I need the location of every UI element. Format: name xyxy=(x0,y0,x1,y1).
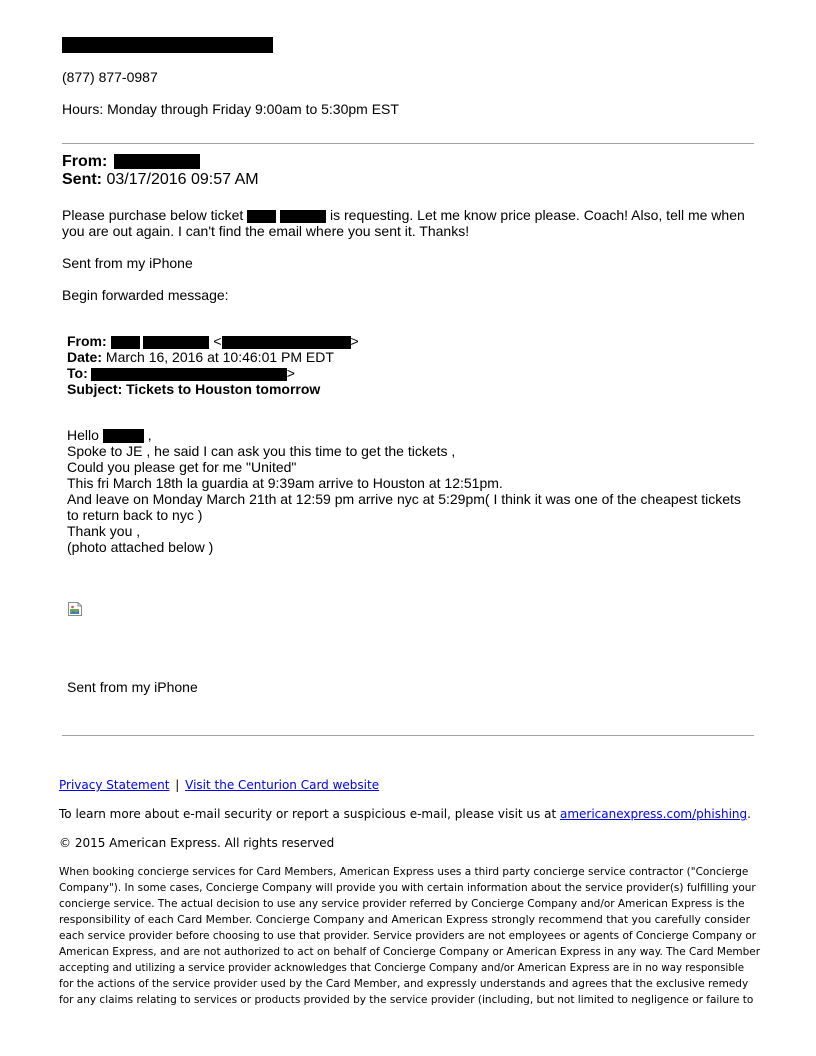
body-line: And leave on Monday March 21th at 12:59 pm arrive nyc at 5:29pm( I think it was one of the cheapest tickets xyxy=(67,491,741,507)
phishing-link[interactable]: americanexpress.com/phishing xyxy=(559,807,748,821)
body-line: Could you please get for me "United" xyxy=(67,459,297,475)
disclaimer-line: responsibility of each Card Member. Concierge Company and American Express strongly recommend that you carefully consider xyxy=(59,913,751,926)
security-text-line xyxy=(59,806,751,822)
body-line: This fri March 18th la guardia at 9:39am arrive to Houston at 12:51pm. xyxy=(67,475,503,491)
sent-value: 03/17/2016 09:57 AM xyxy=(106,171,259,188)
sent-label: Sent: xyxy=(62,171,102,188)
lt-symbol: < xyxy=(213,333,222,349)
body-text: is requesting. Let me know price please. Coach! Also, tell me when xyxy=(330,207,745,223)
disclaimer-line: American Express, and are not authorized to act on behalf of Concierge Company or American Express in any way. The Card Member xyxy=(59,946,761,958)
period: . xyxy=(747,807,751,821)
date-value: March 16, 2016 at 10:46:01 PM EDT xyxy=(105,349,334,365)
broken-image-icon[interactable] xyxy=(67,601,83,617)
disclaimer-line: for any claims relating to services or products provided by the service provider (including, but not limited to negligence or failure to xyxy=(59,994,754,1006)
link-separator: | xyxy=(175,778,180,792)
fwd-from-line xyxy=(67,333,359,349)
fwd-date-line xyxy=(67,349,334,365)
disclaimer-line: When booking concierge services for Card Members, American Express uses a third party concierge service contractor ("Concierge xyxy=(59,866,749,878)
forward-intro: Begin forwarded message: xyxy=(62,287,229,303)
body-line: to return back to nyc ) xyxy=(67,507,203,523)
body-line-2: you are out again. I can't find the email where you sent it. Thanks! xyxy=(62,223,470,239)
disclaimer-line: for the actions of the service provider used by the Card Member, and expressly understands and agrees that the exclusive remedy xyxy=(59,978,749,990)
greeting-comma: , xyxy=(147,427,152,443)
body-text: Please purchase below ticket xyxy=(62,207,244,223)
fwd-subject-line xyxy=(67,381,320,397)
redaction-bar xyxy=(143,336,209,349)
footer-links xyxy=(59,777,379,793)
body-line-1 xyxy=(62,207,745,223)
redaction-bar xyxy=(111,336,140,349)
redaction-bar xyxy=(103,429,144,443)
redaction-bar xyxy=(280,210,326,223)
disclaimer-line: concierge service. The actual decision to use any service provider referred by Concierge Company and/or American Express is the xyxy=(59,898,745,910)
to-label: To: xyxy=(67,365,88,381)
subject-value: Tickets to Houston tomorrow xyxy=(126,381,321,397)
phone-number: (877) 877-0987 xyxy=(62,69,158,85)
disclaimer-line: each service provider before choosing to use that provider. Service providers are not employees or agents of Concierge Company or xyxy=(59,930,757,942)
body-line: (photo attached below ) xyxy=(67,539,214,555)
signature: Sent from my iPhone xyxy=(62,255,193,271)
outer-sent-line xyxy=(62,171,259,189)
body-line: Spoke to JE , he said I can ask you this time to get the tickets , xyxy=(67,443,456,459)
from-label: From: xyxy=(67,333,107,349)
body-line: Thank you , xyxy=(67,523,141,539)
security-text: To learn more about e-mail security or report a suspicious e-mail, please visit us at xyxy=(59,807,557,821)
redaction-bar xyxy=(222,336,351,349)
from-label: From: xyxy=(62,153,108,170)
divider xyxy=(62,735,754,736)
greeting-line xyxy=(67,427,152,443)
copyright: © 2015 American Express. All rights reserved xyxy=(59,836,335,850)
subject-label: Subject: xyxy=(67,381,123,397)
greeting: Hello xyxy=(67,427,99,443)
redaction-bar xyxy=(247,210,276,223)
redaction-bar xyxy=(114,154,200,169)
centurion-card-link[interactable]: Visit the Centurion Card website xyxy=(185,778,380,792)
fwd-signature: Sent from my iPhone xyxy=(67,679,198,695)
outer-from-line xyxy=(62,153,200,171)
gt-symbol: > xyxy=(350,333,359,349)
date-label: Date: xyxy=(67,349,103,365)
disclaimer-line: Company"). In some cases, Concierge Company will provide you with certain information about the service provider(s) fulfilling your xyxy=(59,882,756,894)
fwd-to-line xyxy=(67,365,295,381)
gt-symbol: > xyxy=(286,365,295,381)
disclaimer-line: accepting and utilizing a service provider acknowledges that Concierge Company and/or American Express are in no way responsible xyxy=(59,962,745,974)
privacy-statement-link[interactable]: Privacy Statement xyxy=(59,778,170,792)
redaction-bar xyxy=(62,37,273,53)
hours-text: Hours: Monday through Friday 9:00am to 5:30pm EST xyxy=(62,101,399,117)
redaction-bar xyxy=(91,368,287,381)
divider xyxy=(62,143,754,144)
